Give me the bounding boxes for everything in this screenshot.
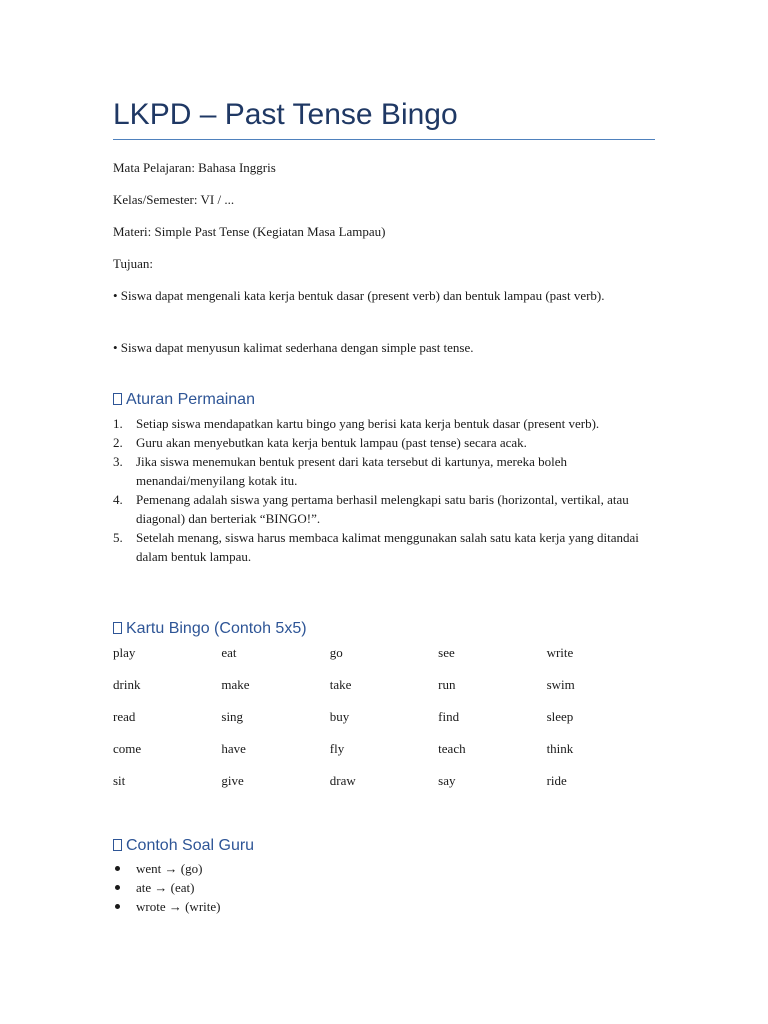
bingo-heading bbox=[113, 618, 655, 640]
placeholder-box-icon bbox=[113, 393, 122, 405]
bingo-card-grid bbox=[113, 643, 655, 803]
bingo-cell: play bbox=[113, 645, 136, 660]
class-semester-line: Kelas/Semester: VI / ... bbox=[113, 192, 235, 207]
list-item-text: Setiap siswa mendapatkan kartu bingo yang berisi kata kerja bentuk dasar (present verb). bbox=[136, 416, 600, 431]
bingo-cell: run bbox=[438, 677, 456, 692]
bingo-cell: sleep bbox=[546, 709, 574, 724]
list-item-text: Pemenang adalah siswa yang pertama berhasil melengkapi satu baris (horizontal, vertikal, atau diagonal) dan berteriak “BINGO!”. bbox=[136, 492, 629, 526]
bingo-cell: go bbox=[329, 645, 343, 660]
bingo-cell: say bbox=[438, 773, 456, 788]
bingo-cell: find bbox=[438, 709, 460, 724]
goal-item: • Siswa dapat mengenali kata kerja bentuk dasar (present verb) dan bentuk lampau (past verb). bbox=[113, 288, 605, 303]
list-item bbox=[113, 528, 655, 566]
placeholder-box-icon bbox=[113, 622, 122, 634]
bingo-cell: sing bbox=[221, 709, 244, 724]
rules-list bbox=[113, 414, 655, 566]
bingo-cell: write bbox=[546, 645, 574, 660]
bingo-row bbox=[113, 739, 655, 771]
bingo-cell: ride bbox=[546, 773, 567, 788]
bingo-row bbox=[113, 771, 655, 803]
list-number: 3. bbox=[113, 454, 123, 469]
placeholder-box-icon bbox=[113, 839, 122, 851]
examples-list bbox=[113, 859, 655, 916]
bingo-cell: drink bbox=[113, 677, 141, 692]
list-number: 2. bbox=[113, 435, 123, 450]
list-number: 1. bbox=[113, 416, 123, 431]
material-line: Materi: Simple Past Tense (Kegiatan Masa Lampau) bbox=[113, 224, 386, 239]
bullet-icon bbox=[115, 866, 120, 871]
list-item bbox=[113, 414, 655, 433]
bingo-cell: draw bbox=[329, 773, 356, 788]
bingo-cell: think bbox=[546, 741, 574, 756]
list-item-text: Jika siswa menemukan bentuk present dari kata tersebut di kartunya, mereka boleh menandai/menyilang kotak itu. bbox=[136, 454, 568, 488]
subject-line: Mata Pelajaran: Bahasa Inggris bbox=[113, 160, 276, 175]
list-item bbox=[113, 490, 655, 528]
bingo-cell: swim bbox=[546, 677, 575, 692]
list-number: 4. bbox=[113, 492, 123, 507]
bullet-icon bbox=[115, 885, 120, 890]
list-item bbox=[113, 859, 655, 878]
bingo-cell: give bbox=[221, 773, 244, 788]
goals-label: Tujuan: bbox=[113, 256, 153, 271]
bingo-cell: eat bbox=[221, 645, 237, 660]
bingo-cell: take bbox=[329, 677, 352, 692]
list-item bbox=[113, 452, 655, 490]
examples-heading bbox=[113, 835, 655, 857]
bingo-heading-text: Kartu Bingo (Contoh 5x5) bbox=[126, 620, 307, 637]
page-title: LKPD – Past Tense Bingo bbox=[113, 98, 458, 131]
list-number: 5. bbox=[113, 530, 123, 545]
list-item-text: went → (go) bbox=[136, 861, 203, 876]
list-item bbox=[113, 433, 655, 452]
bingo-row bbox=[113, 675, 655, 707]
list-item-text: ate → (eat) bbox=[136, 880, 195, 895]
list-item bbox=[113, 878, 655, 897]
rules-heading-text: Aturan Permainan bbox=[126, 391, 255, 408]
bingo-cell: sit bbox=[113, 773, 126, 788]
examples-heading-text: Contoh Soal Guru bbox=[126, 837, 255, 854]
title-divider bbox=[113, 139, 655, 140]
list-item-text: Guru akan menyebutkan kata kerja bentuk lampau (past tense) secara acak. bbox=[136, 435, 527, 450]
bingo-cell: fly bbox=[329, 741, 345, 756]
bingo-cell: see bbox=[438, 645, 455, 660]
list-item-text: Setelah menang, siswa harus membaca kalimat menggunakan salah satu kata kerja yang ditandai dalam bentuk lampau. bbox=[136, 530, 639, 564]
list-item-text: wrote → (write) bbox=[136, 899, 221, 914]
bingo-row bbox=[113, 643, 655, 675]
goal-item: • Siswa dapat menyusun kalimat sederhana dengan simple past tense. bbox=[113, 340, 474, 355]
bingo-cell: read bbox=[113, 709, 136, 724]
bingo-cell: teach bbox=[438, 741, 466, 756]
bingo-cell: buy bbox=[329, 709, 350, 724]
bullet-icon bbox=[115, 904, 120, 909]
rules-heading bbox=[113, 389, 655, 411]
bingo-row bbox=[113, 707, 655, 739]
bingo-cell: make bbox=[221, 677, 250, 692]
bingo-cell: have bbox=[221, 741, 246, 756]
bingo-cell: come bbox=[113, 741, 142, 756]
list-item bbox=[113, 897, 655, 916]
